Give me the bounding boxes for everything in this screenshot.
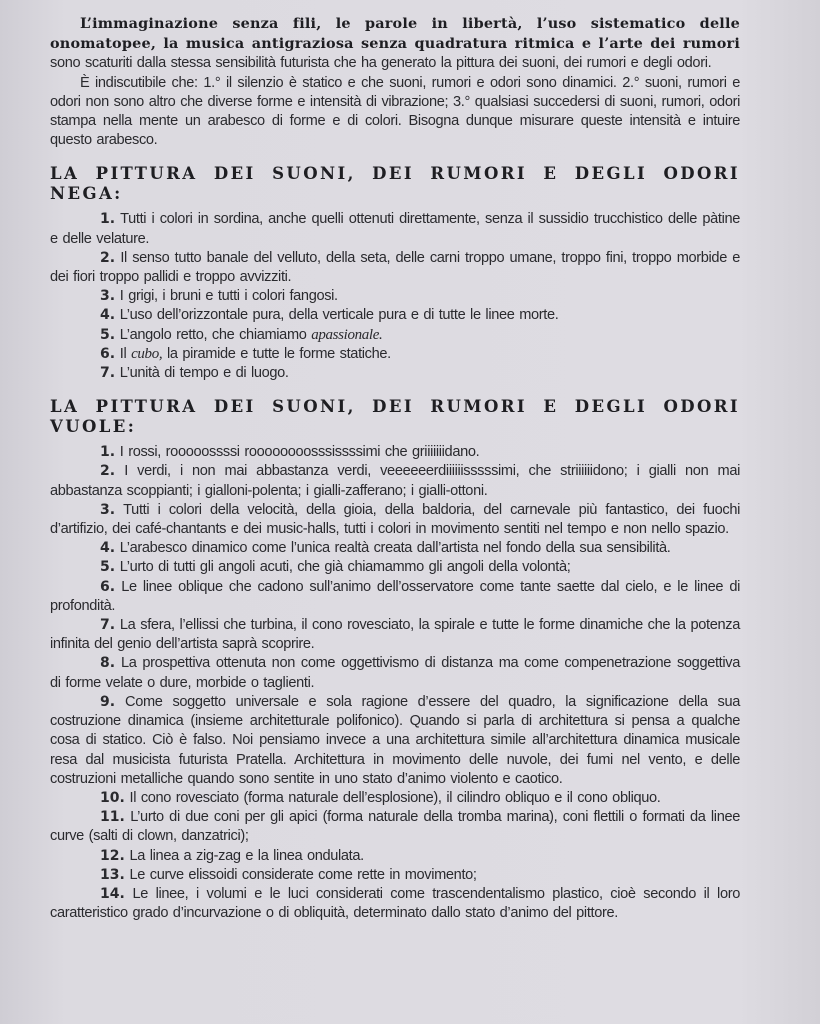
intro-rest: sono scaturiti dalla stessa sensibilità futurista che ha generato la pittura dei suoni, dei rumori e degli odori. bbox=[50, 55, 712, 72]
item-number: 10. bbox=[100, 789, 125, 806]
item-text: L’uso dell’orizzontale pura, della verticale pura e di tutte le linee morte. bbox=[119, 307, 559, 324]
item-text: La linea a zig-zag e la linea ondulata. bbox=[129, 847, 364, 864]
list-item bbox=[50, 306, 740, 325]
item-number: 2. bbox=[100, 249, 116, 266]
vuole-list bbox=[50, 443, 740, 923]
item-number: 14. bbox=[100, 885, 125, 902]
list-item bbox=[50, 501, 740, 539]
item-text: Le linee oblique che cadono sull’animo dell’osservatore come tante saette dal cielo, e le linee di profondità. bbox=[50, 578, 740, 614]
item-number: 12. bbox=[100, 847, 125, 864]
list-item bbox=[50, 539, 740, 558]
list-item bbox=[50, 808, 740, 846]
list-item bbox=[50, 249, 740, 287]
list-item bbox=[50, 462, 740, 500]
list-item bbox=[50, 789, 740, 808]
item-number: 1. bbox=[100, 444, 116, 461]
item-number: 7. bbox=[100, 617, 116, 634]
list-item bbox=[50, 364, 740, 383]
item-number: 9. bbox=[100, 693, 116, 710]
nega-list bbox=[50, 210, 740, 383]
list-item bbox=[50, 558, 740, 577]
item-number: 13. bbox=[100, 866, 125, 883]
item-number: 5. bbox=[100, 559, 116, 576]
list-item bbox=[50, 287, 740, 306]
list-item bbox=[50, 693, 740, 789]
item-number: 11. bbox=[100, 809, 125, 826]
item-text: Il senso tutto banale del velluto, della seta, delle carni troppo umane, troppo fini, troppo morbide e dei fiori troppo pallidi e troppo avvizziti. bbox=[50, 249, 740, 286]
item-italic: apassionale. bbox=[311, 326, 383, 343]
item-number: 4. bbox=[100, 307, 116, 324]
list-item bbox=[50, 210, 740, 248]
item-text: Il cono rovesciato (forma naturale dell’esplosione), il cilindro obliquo e il cono obliquo. bbox=[129, 789, 661, 806]
item-number: 7. bbox=[100, 365, 116, 382]
manifesto-page bbox=[50, 14, 740, 923]
list-item bbox=[50, 578, 740, 616]
item-text: Le curve elissoidi considerate come rette in movimento; bbox=[129, 866, 477, 883]
item-text: Tutti i colori della velocità, della gioia, della baldoria, del carnevale più fantastico, dei fuochi d’artifizio, dei café-chantants e dei music-halls, tutti i colori in movimento sentiti nel tempo e non nello spazio. bbox=[50, 501, 740, 538]
item-number: 4. bbox=[100, 540, 116, 557]
item-number: 3. bbox=[100, 288, 116, 305]
list-item bbox=[50, 345, 740, 364]
item-text: I grigi, i bruni e tutti i colori fangosi. bbox=[119, 288, 338, 305]
item-text: Come soggetto universale e sola ragione d’essere del quadro, la significazione della sua costruzione dinamica (insieme architetturale polifonico). Quando si parla di architettura si pensa a qualche cosa di statico. Ciò è falso. Noi pensiamo invece a una architettura simile all’architettura dinamica musicale resa dal musicista futurista Pratella. Architettura in movimento delle nuvole, dei fumi nel vento, e delle costruzioni metalliche quando sono sentite in uno stato d’animo violento e caotico. bbox=[50, 693, 740, 787]
item-text: L’arabesco dinamico come l’unica realtà creata dall’artista nel fondo della sua sensibilità. bbox=[119, 540, 671, 557]
list-item bbox=[50, 443, 740, 462]
item-text: Le linee, i volumi e le luci considerati come trascendentalismo plastico, cioè secondo il loro caratteristico grado d’incurvazione o di obliquità, determinato dallo stato d’animo del pittore. bbox=[50, 885, 740, 922]
list-item bbox=[50, 616, 740, 654]
list-item bbox=[50, 654, 740, 692]
item-number: 5. bbox=[100, 326, 116, 343]
item-text: L’unità di tempo e di luogo. bbox=[119, 365, 289, 382]
item-number: 1. bbox=[100, 211, 116, 228]
item-number: 6. bbox=[100, 345, 116, 362]
item-text: L’urto di due coni per gli apici (forma naturale della tromba marina), coni flettili o formati da linee curve (salti di clown, danzatrici); bbox=[50, 809, 740, 845]
item-text: La sfera, l’ellissi che turbina, il cono rovesciato, la spirale e tutte le forme dinamiche che la potenza infinita del genio dell’artista saprà scoprire. bbox=[50, 617, 740, 653]
list-item bbox=[50, 847, 740, 866]
intro-bold-lead: L’immaginazione senza fili, le parole in libertà, l’uso sistematico delle onomatopee, la musica antigraziosa senza quadratura ritmica e l’arte dei rumori bbox=[50, 15, 740, 53]
item-text: I verdi, i non mai abbastanza verdi, veeeeeerdiiiiiisssssimi, che striiiiiidono; i gialli non mai abbastanza scoppianti; i gialloni-polenta; i gialli-zafferano; i gialli-ottoni. bbox=[50, 463, 740, 499]
item-number: 8. bbox=[100, 655, 116, 672]
item-text: Il bbox=[119, 345, 132, 362]
item-text: L’angolo retto, che chiamiamo bbox=[119, 326, 312, 343]
item-number: 3. bbox=[100, 501, 116, 518]
item-text: La prospettiva ottenuta non come oggettivismo di distanza ma come compenetrazione soggettiva di forme velate o dure, morbide o taglienti. bbox=[50, 655, 740, 691]
list-item bbox=[50, 885, 740, 923]
intro-paragraph bbox=[50, 14, 740, 74]
item-number: 2. bbox=[100, 463, 116, 480]
item-text-after: la piramide e tutte le forme statiche. bbox=[162, 345, 391, 362]
second-paragraph: È indiscutibile che: 1.° il silenzio è statico e che suoni, rumori e odori sono dinamici. 2.° suoni, rumori e odori non sono altro che diverse forme e intensità di vibrazione; 3.° qualsiasi succedersi di suoni, rumori, odori stampa nella mente un arabesco di forme e di colori. Bisogna dunque misurare queste intensità e intuire questo arabesco. bbox=[50, 74, 740, 149]
item-text: I rossi, rooooossssi roooooooosssissssimi che griiiiiiidano. bbox=[119, 444, 480, 461]
item-text: L’urto di tutti gli angoli acuti, che già chiamammo gli angoli della volontà; bbox=[119, 559, 571, 576]
item-number: 6. bbox=[100, 578, 116, 595]
section-heading-vuole: LA PITTURA DEI SUONI, DEI RUMORI E DEGLI ODORI VUOLE: bbox=[50, 397, 740, 437]
list-item bbox=[50, 866, 740, 885]
item-italic: cubo, bbox=[131, 345, 163, 362]
item-text: Tutti i colori in sordina, anche quelli ottenuti direttamente, senza il sussidio trucchistico delle pàtine e delle velature. bbox=[50, 211, 740, 247]
list-item bbox=[50, 326, 740, 345]
section-heading-nega: LA PITTURA DEI SUONI, DEI RUMORI E DEGLI ODORI NEGA: bbox=[50, 164, 740, 204]
